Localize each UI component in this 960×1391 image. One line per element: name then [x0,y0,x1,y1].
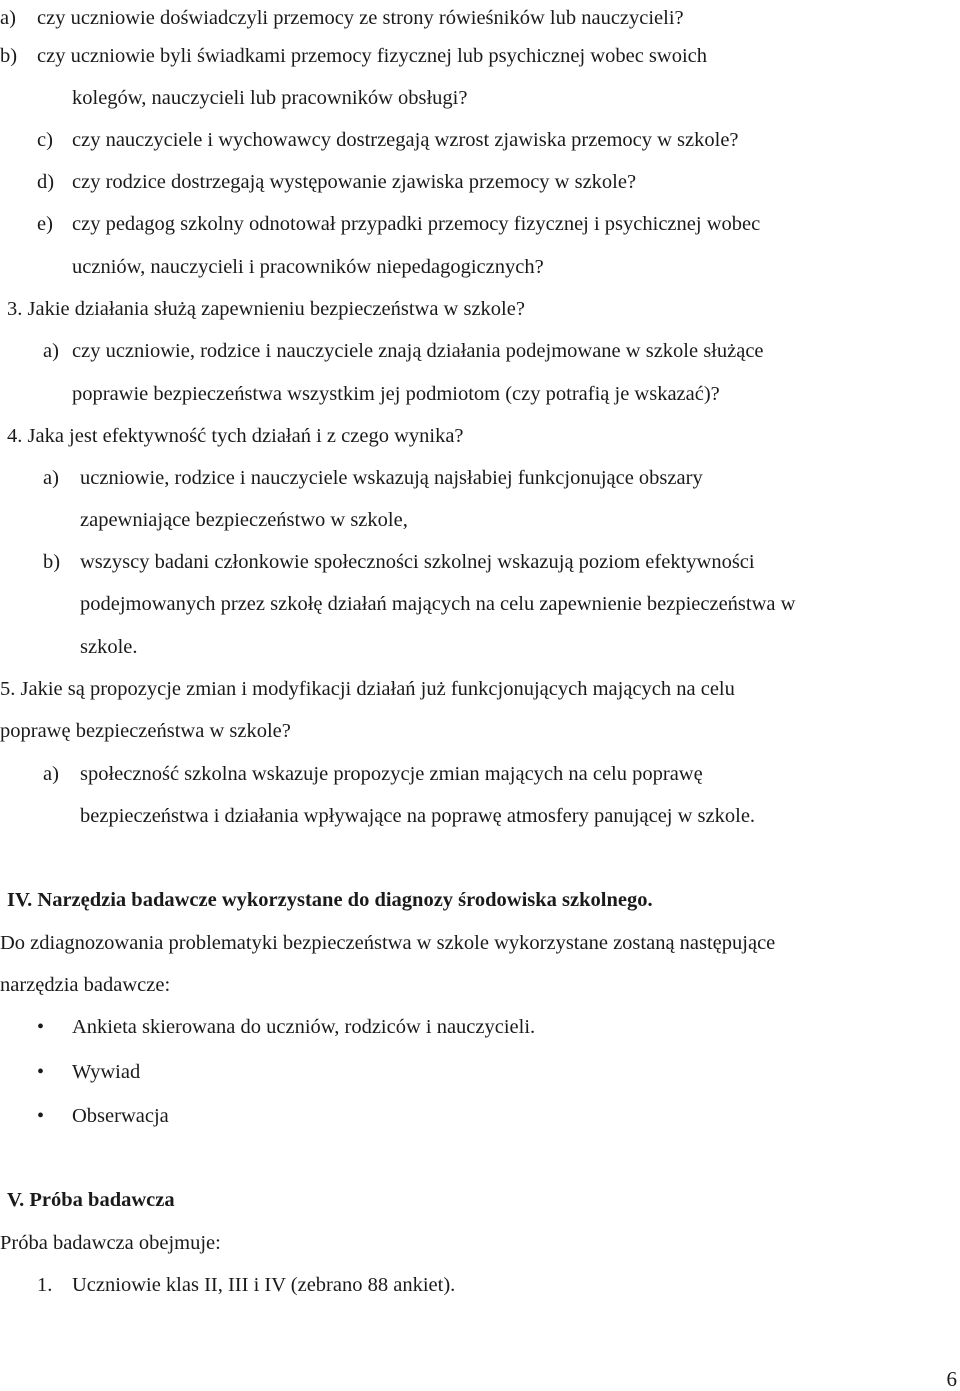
section-heading: IV. Narzędzia badawcze wykorzystane do diagnozy środowiska szkolnego. [7,889,653,911]
list-marker: a) [43,340,59,362]
list-marker: a) [43,763,59,785]
question-5-heading-line: 5. Jakie są propozycje zmian i modyfikacji działań już funkcjonujących mających na celu [0,678,735,700]
list-item-text-line: zapewniające bezpieczeństwo w szkole, [80,509,408,531]
list-item-text: czy uczniowie doświadczyli przemocy ze strony rówieśników lub nauczycieli? [37,7,684,29]
list-item-text: czy rodzice dostrzegają występowanie zjawiska przemocy w szkole? [72,171,637,193]
list-item-text-line: kolegów, nauczycieli lub pracowników obsługi? [72,87,468,109]
section-heading: V. Próba badawcza [7,1189,175,1211]
list-marker: e) [37,213,53,235]
list-marker: c) [37,129,53,151]
list-marker: d) [37,171,55,193]
bullet-item-text: Wywiad [72,1061,141,1083]
list-item-text-line: czy pedagog szkolny odnotował przypadki przemocy fizycznej i psychicznej wobec [72,213,761,235]
list-item-text-line: czy uczniowie, rodzice i nauczyciele znają działania podejmowane w szkole służące [72,340,764,362]
list-item-text-line: poprawie bezpieczeństwa wszystkim jej podmiotom (czy potrafią je wskazać)? [72,383,720,405]
list-item-text-line: szkole. [80,636,138,658]
list-marker: b) [0,45,18,67]
list-item-text-line: uczniowie, rodzice i nauczyciele wskazują najsłabiej funkcjonujące obszary [80,467,703,489]
bullet-icon: • [37,1105,45,1127]
list-marker: 1. [37,1274,53,1296]
list-item-text: Uczniowie klas II, III i IV (zebrano 88 ankiet). [72,1274,456,1296]
list-item-text-line: wszyscy badani członkowie społeczności szkolnej wskazują poziom efektywności [80,551,755,573]
list-marker: a) [0,7,16,29]
bullet-item-text: Obserwacja [72,1105,169,1127]
list-item-text: czy nauczyciele i wychowawcy dostrzegają wzrost zjawiska przemocy w szkole? [72,129,739,151]
question-4-heading: 4. Jaka jest efektywność tych działań i z czego wynika? [7,425,464,447]
list-item-text-line: społeczność szkolna wskazuje propozycje zmian mających na celu poprawę [80,763,703,785]
page-number: 6 [946,1367,957,1391]
list-item-text-line: podejmowanych przez szkołę działań mających na celu zapewnienie bezpieczeństwa w [80,593,796,615]
paragraph-line: Do zdiagnozowania problematyki bezpieczeństwa w szkole wykorzystane zostaną następujące [0,932,776,954]
paragraph-line: Próba badawcza obejmuje: [0,1232,221,1254]
question-3-heading: 3. Jakie działania służą zapewnieniu bezpieczeństwa w szkole? [7,298,525,320]
question-5-heading-line: poprawę bezpieczeństwa w szkole? [0,720,291,742]
list-item-text-line: czy uczniowie byli świadkami przemocy fizycznej lub psychicznej wobec swoich [37,45,707,67]
list-item-text-line: uczniów, nauczycieli i pracowników niepedagogicznych? [72,256,544,278]
bullet-icon: • [37,1016,45,1038]
list-marker: b) [43,551,61,573]
bullet-item-text: Ankieta skierowana do uczniów, rodziców i nauczycieli. [72,1016,536,1038]
list-item-text-line: bezpieczeństwa i działania wpływające na poprawę atmosfery panującej w szkole. [80,805,756,827]
bullet-icon: • [37,1061,45,1083]
list-marker: a) [43,467,59,489]
paragraph-line: narzędzia badawcze: [0,974,171,996]
